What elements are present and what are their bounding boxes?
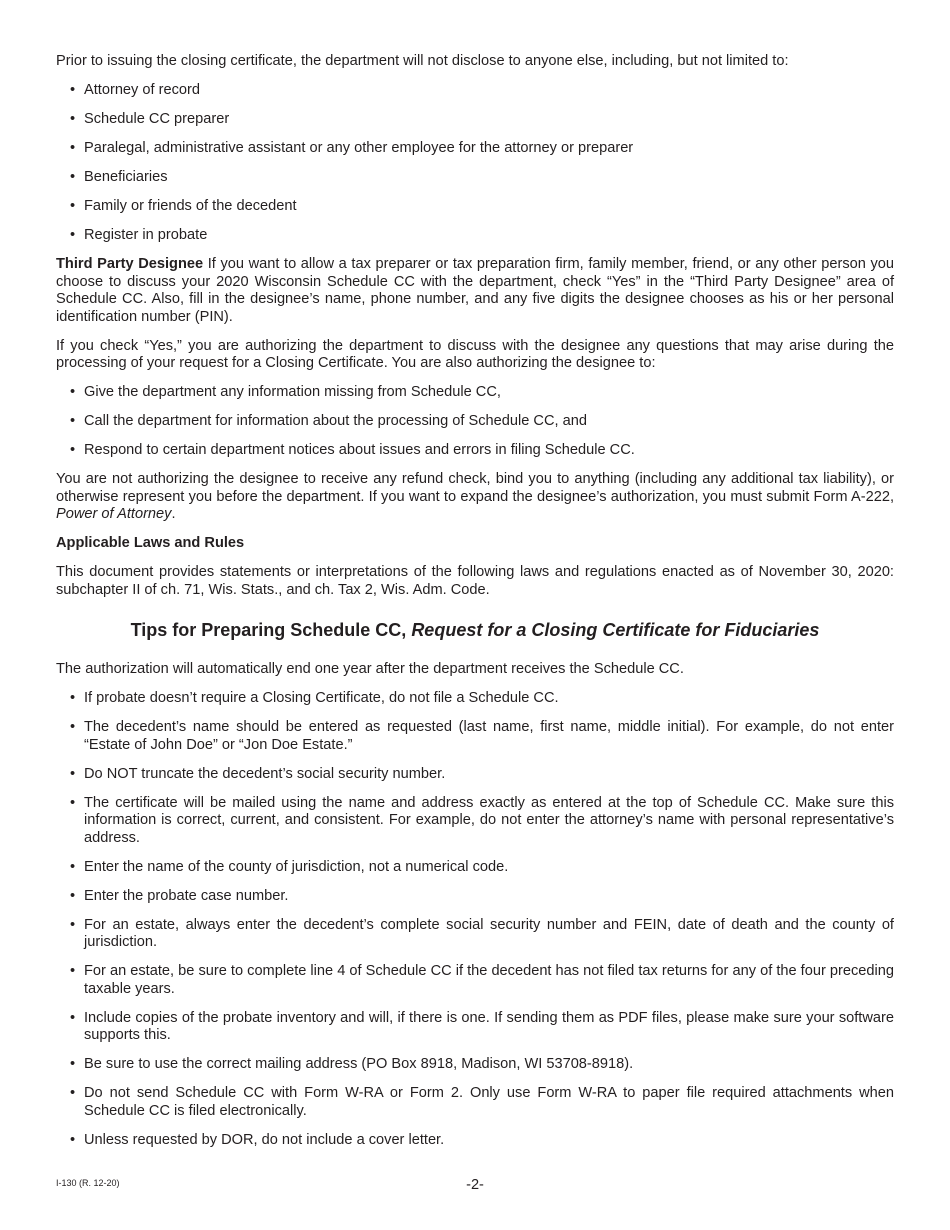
form-code: I-130 (R. 12-20)	[56, 1178, 120, 1188]
list-item: • Unless requested by DOR, do not include a cover letter.	[70, 1131, 445, 1148]
bullet-icon: •	[70, 765, 76, 782]
bullet-icon: •	[70, 1009, 76, 1026]
bullet-icon: •	[70, 719, 76, 735]
list-item: • Call the department for information about the processing of Schedule CC, and	[70, 413, 587, 429]
bullet-icon: •	[70, 1056, 76, 1072]
tips-title-italic: Request for a Closing Certificate for Fiduciaries	[411, 620, 820, 640]
page-number: -2-	[466, 1177, 484, 1193]
bullet-icon: •	[70, 1085, 76, 1101]
list-item: • Do not send Schedule CC with Form W-RA or Form 2. Only use Form W-RA to paper file required attachments when Schedule CC is filed electronically.	[70, 1085, 894, 1119]
list-item: • Paralegal, administrative assistant or any other employee for the attorney or preparer	[70, 140, 634, 156]
not-authorizing-paragraph: You are not authorizing the designee to receive any refund check, bind you to anything (including any additional tax liability), or otherwise represent you before the department. If you want to expand the designee’s authorization, you must submit Form A-222, Power of Attorney.	[56, 471, 894, 522]
bullet-icon: •	[70, 690, 76, 706]
list-item: • Give the department any information missing from Schedule CC,	[70, 384, 501, 400]
tips-list	[56, 690, 894, 1149]
list-item: • Register in probate	[70, 227, 208, 243]
list-item: • Enter the name of the county of jurisdiction, not a numerical code.	[70, 858, 509, 875]
bullet-icon: •	[70, 887, 76, 904]
designee-text: If you want to allow a tax preparer or tax preparation firm, family member, friend, or any other person you choose to discuss your 2020 Wisconsin Schedule CC with the department, check “Yes” in the “Third Party Designee” area of Schedule CC. Also, fill in the designee’s name, phone number, and any five digits the designee chooses as his or her personal identification number (PIN).	[56, 256, 894, 325]
bullet-icon: •	[70, 413, 76, 429]
authorizing-paragraph: If you check “Yes,” you are authorizing the department to discuss with the designee any questions that may arise during the processing of your request for a Closing Certificate. You are also authorizing the designee to:	[56, 337, 894, 371]
list-item: • Family or friends of the decedent	[70, 198, 297, 214]
list-item: • Beneficiaries	[70, 169, 168, 185]
list-item: • The certificate will be mailed using the name and address exactly as entered at the top of Schedule CC. Make sure this information is correct, current, and consistent. For example, do not enter the attorney’s name with personal representative’s address.	[70, 794, 894, 846]
bullet-icon: •	[70, 140, 76, 156]
bullet-icon: •	[70, 442, 76, 458]
power-of-attorney-title: Power of Attorney	[56, 506, 172, 522]
bullet-icon: •	[70, 963, 76, 979]
designee-heading: Third Party Designee	[56, 256, 204, 272]
tips-intro: The authorization will automatically end one year after the department receives the Schedule CC.	[56, 661, 684, 677]
list-item: • Respond to certain department notices about issues and errors in filing Schedule CC.	[70, 442, 635, 458]
list-item: • Enter the probate case number.	[70, 887, 289, 904]
bullet-icon: •	[70, 916, 76, 933]
bullet-icon: •	[70, 794, 76, 811]
list-item: • For an estate, always enter the decedent’s complete social security number and FEIN, date of death and the county of jurisdiction.	[70, 916, 894, 950]
bullet-icon: •	[70, 1131, 76, 1148]
bullet-icon: •	[70, 384, 76, 400]
list-item: • If probate doesn’t require a Closing Certificate, do not file a Schedule CC.	[70, 690, 559, 706]
laws-heading: Applicable Laws and Rules	[56, 535, 245, 551]
document-page	[56, 53, 894, 1161]
bullet-icon: •	[70, 82, 76, 98]
bullet-icon: •	[70, 169, 76, 185]
bullet-icon: •	[70, 858, 76, 875]
intro-paragraph: Prior to issuing the closing certificate, the department will not disclose to anyone else, including, but not limited to:	[56, 53, 789, 69]
authorize-list	[56, 384, 894, 460]
list-item: • Be sure to use the correct mailing address (PO Box 8918, Madison, WI 53708-8918).	[70, 1056, 634, 1072]
list-item: • For an estate, be sure to complete line 4 of Schedule CC if the decedent has not filed tax returns for any of the four preceding taxable years.	[70, 963, 894, 997]
list-item: • Attorney of record	[70, 82, 200, 98]
disclose-list	[56, 82, 894, 245]
designee-paragraph	[56, 256, 894, 326]
bullet-icon: •	[70, 111, 76, 127]
list-item: • The decedent’s name should be entered as requested (last name, first name, middle initial). For example, do not enter “Estate of John Doe” or “Jon Doe Estate.”	[70, 719, 894, 753]
bullet-icon: •	[70, 198, 76, 214]
bullet-icon: •	[70, 227, 76, 243]
laws-paragraph: This document provides statements or interpretations of the following laws and regulations enacted as of November 30, 2020: subchapter II of ch. 71, Wis. Stats., and ch. Tax 2, Wis. Adm. Code.	[56, 564, 894, 598]
tips-title: Tips for Preparing Schedule CC, Request for a Closing Certificate for Fiduciaries	[130, 620, 820, 640]
list-item: • Schedule CC preparer	[70, 111, 230, 127]
list-item: • Do NOT truncate the decedent’s social security number.	[70, 765, 446, 782]
list-item: • Include copies of the probate inventory and will, if there is one. If sending them as PDF files, please make sure your software supports this.	[70, 1009, 894, 1043]
